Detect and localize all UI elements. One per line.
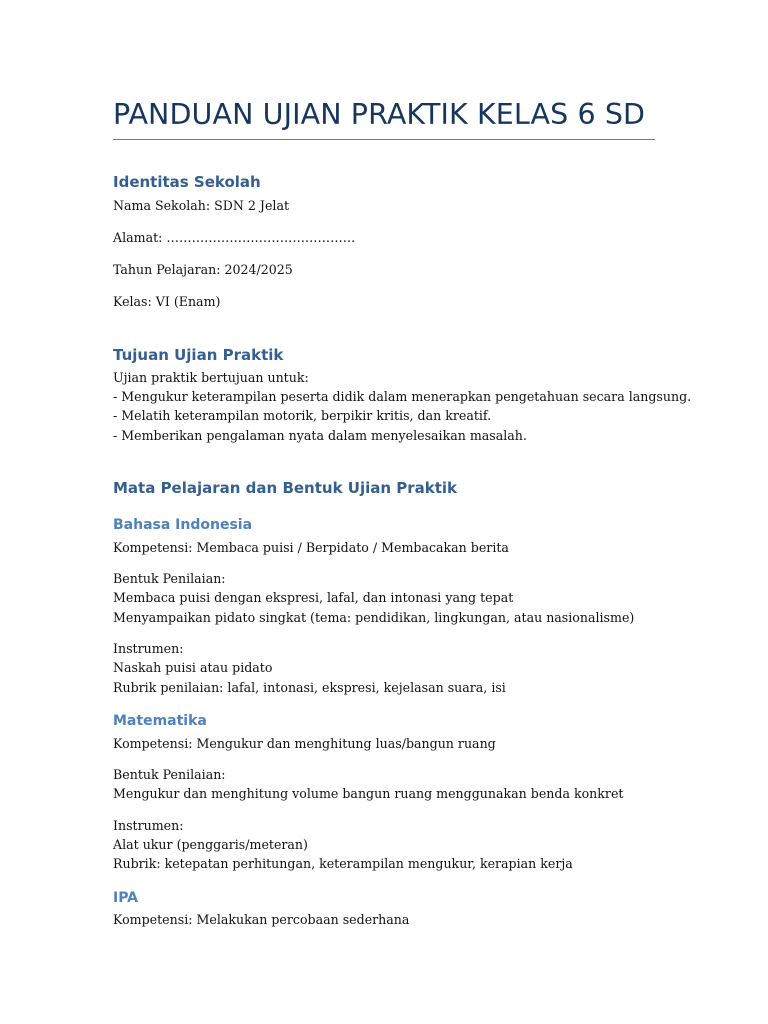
bentuk-penilaian-item: Membaca puisi dengan ekspresi, lafal, dan intonasi yang tepat bbox=[113, 590, 514, 605]
nama-sekolah-text: Nama Sekolah: SDN 2 Jelat bbox=[113, 198, 290, 213]
bentuk-penilaian-label: Bentuk Penilaian: bbox=[113, 767, 226, 782]
kelas-text: Kelas: VI (Enam) bbox=[113, 294, 221, 309]
subheading-bahasa-indonesia: Bahasa Indonesia bbox=[113, 517, 253, 533]
heading-mata-pelajaran: Mata Pelajaran dan Bentuk Ujian Praktik bbox=[113, 479, 458, 497]
tujuan-list-item: - Mengukur keterampilan peserta didik dalam menerapkan pengetahuan secara langsung. bbox=[113, 389, 692, 404]
instrumen-item: Rubrik penilaian: lafal, intonasi, ekspresi, kejelasan suara, isi bbox=[113, 680, 506, 695]
tujuan-list-item: - Memberikan pengalaman nyata dalam menyelesaikan masalah. bbox=[113, 428, 527, 443]
alamat-text: Alamat: ……………………………………… bbox=[113, 230, 356, 245]
instrumen-item: Naskah puisi atau pidato bbox=[113, 660, 273, 675]
tahun-pelajaran-text: Tahun Pelajaran: 2024/2025 bbox=[113, 262, 293, 277]
bentuk-penilaian-item: Mengukur dan menghitung volume bangun ruang menggunakan benda konkret bbox=[113, 786, 624, 801]
instrumen-item: Alat ukur (penggaris/meteran) bbox=[113, 837, 308, 852]
instrumen-label: Instrumen: bbox=[113, 641, 184, 656]
subheading-ipa: IPA bbox=[113, 890, 139, 906]
heading-tujuan-ujian-praktik: Tujuan Ujian Praktik bbox=[113, 346, 284, 364]
instrumen-label: Instrumen: bbox=[113, 818, 184, 833]
heading-identitas-sekolah: Identitas Sekolah bbox=[113, 173, 261, 191]
title-divider bbox=[113, 139, 655, 140]
tujuan-intro-text: Ujian praktik bertujuan untuk: bbox=[113, 370, 309, 385]
subheading-matematika: Matematika bbox=[113, 713, 207, 729]
bentuk-penilaian-item: Menyampaikan pidato singkat (tema: pendidikan, lingkungan, atau nasionalisme) bbox=[113, 610, 635, 625]
instrumen-item: Rubrik: ketepatan perhitungan, keterampilan mengukur, kerapian kerja bbox=[113, 856, 573, 871]
kompetensi-text: Kompetensi: Melakukan percobaan sederhana bbox=[113, 912, 410, 927]
document-title: PANDUAN UJIAN PRAKTIK KELAS 6 SD bbox=[113, 98, 646, 131]
kompetensi-text: Kompetensi: Membaca puisi / Berpidato / Membacakan berita bbox=[113, 540, 509, 555]
tujuan-list-item: - Melatih keterampilan motorik, berpikir kritis, dan kreatif. bbox=[113, 408, 492, 423]
document-page bbox=[113, 0, 692, 1024]
bentuk-penilaian-label: Bentuk Penilaian: bbox=[113, 571, 226, 586]
kompetensi-text: Kompetensi: Mengukur dan menghitung luas/bangun ruang bbox=[113, 736, 496, 751]
